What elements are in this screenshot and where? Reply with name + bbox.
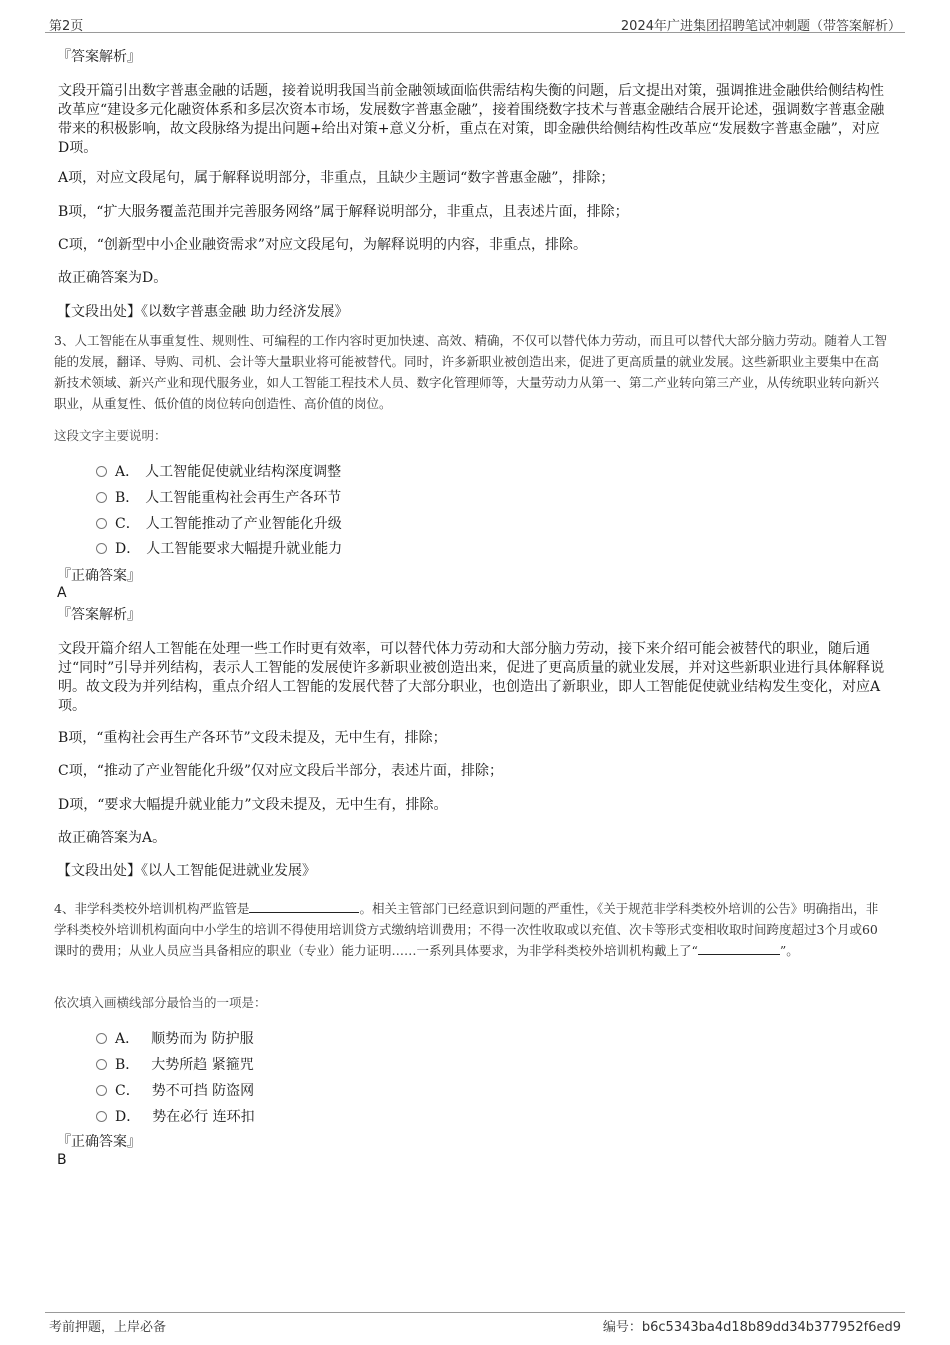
radio-icon[interactable]: [96, 1111, 107, 1122]
analysis-option-c: C项，“创新型中小企业融资需求”对应文段尾句，为解释说明的内容，非重点，排除。: [58, 237, 588, 253]
option-letter: B．: [115, 490, 140, 506]
question-3-prompt: 这段文字主要说明：: [54, 428, 167, 443]
analysis-option-b: B项，“重构社会再生产各环节”文段未提及，无中生有，排除；: [58, 730, 447, 746]
analysis-text: 文段开篇介绍人工智能在处理一些工作时更有效率，可以替代体力劳动和大部分脑力劳动，接下来介绍可能会被替代的职业，随后通过“同时”引导并列结构，表示人工智能的发展使许多新职业被创造出来，促进了更高质量的就业发展，并对这些新职业进行具体解释说明。故文段为并列结构，重点介绍人工智能的发展代替了大部分职业，也创造出了新职业，即人工智能促使就业结构发生变化，对应A项。: [58, 641, 885, 714]
option-text: 顺势而为 防护服: [151, 1031, 254, 1047]
fill-blank: [249, 900, 359, 913]
source-citation: 【文段出处】《以数字普惠金融 助力经济发展》: [57, 304, 349, 320]
document-id: 编号：b6c5343ba4d18b89dd34b377952f6ed9: [602, 1320, 901, 1335]
option-d[interactable]: [96, 1106, 255, 1126]
option-a[interactable]: [96, 461, 341, 481]
option-a[interactable]: [96, 1028, 254, 1048]
document-title: 2024年广进集团招聘笔试冲刺题（带答案解析）: [620, 19, 901, 34]
radio-icon[interactable]: [96, 1059, 107, 1070]
analysis-option-c: C项，“推动了产业智能化升级”仅对应文段后半部分，表述片面，排除；: [58, 763, 504, 779]
option-text: 人工智能促使就业结构深度调整: [145, 464, 342, 480]
correct-answer: B: [57, 1152, 67, 1168]
stem-text: 4、非学科类校外培训机构严监管是: [54, 901, 250, 916]
page-footer: [45, 1312, 905, 1335]
option-c[interactable]: [96, 513, 342, 533]
page-header: [45, 10, 905, 33]
option-text: 人工智能要求大幅提升就业能力: [146, 541, 343, 557]
analysis-conclusion: 故正确答案为D。: [58, 270, 168, 286]
radio-icon[interactable]: [96, 1085, 107, 1096]
question-4-stem: [54, 898, 890, 961]
correct-answer: A: [57, 585, 67, 601]
question-3-stem: 3、人工智能在从事重复性、规则性、可编程的工作内容时更加快速、高效、精确，不仅可以替代体力劳动，而且可以替代大部分脑力劳动。随着人工智能的发展，翻译、导购、司机、会计等大量职业将可能被替代。同时，许多新职业被创造出来，促进了更高质量的就业发展。这些新职业主要集中在高新技术领域、新兴产业和现代服务业，如人工智能工程技术人员、数字化管理师等，大量劳动力从第一、第二产业转向第三产业，从传统职业转向新兴职业，从重复性、低价值的岗位转向创造性、高价值的岗位。: [54, 333, 887, 411]
option-letter: B．: [115, 1057, 140, 1073]
option-text: 势在必行 连环扣: [152, 1109, 255, 1125]
analysis-conclusion: 故正确答案为A。: [58, 830, 167, 846]
analysis-text: 文段开篇引出数字普惠金融的话题，接着说明我国当前金融领域面临供需结构失衡的问题，后文提出对策，强调推进金融供给侧结构性改革应“建设多元化融资体系和多层次资本市场，发展数字普惠金融”，接着围绕数字技术与普惠金融结合展开论述，强调数字普惠金融带来的积极影响，故文段脉络为提出问题+给出对策+意义分析，重点在对策，即金融供给侧结构性改革应“发展数字普惠金融”，对应D项。: [58, 83, 885, 156]
analysis-option-a: A项，对应文段尾句，属于解释说明部分，非重点，且缺少主题词“数字普惠金融”，排除；: [58, 170, 615, 186]
option-letter: C．: [115, 1083, 140, 1099]
option-text: 人工智能推动了产业智能化升级: [145, 516, 342, 532]
footer-slogan: 考前押题，上岸必备: [49, 1320, 167, 1335]
option-text: 人工智能重构社会再生产各环节: [145, 490, 342, 506]
radio-icon[interactable]: [96, 518, 107, 529]
radio-icon[interactable]: [96, 492, 107, 503]
analysis-option-b: B项，“扩大服务覆盖范围并完善服务网络”属于解释说明部分，非重点，且表述片面，排除；: [58, 204, 629, 220]
radio-icon[interactable]: [96, 1033, 107, 1044]
option-text: 势不可挡 防盗网: [151, 1083, 255, 1099]
option-letter: C．: [115, 516, 140, 532]
correct-answer-label: 『正确答案』: [57, 1134, 141, 1150]
option-c[interactable]: [96, 1080, 254, 1100]
question-4-prompt: 依次填入画横线部分最恰当的一项是：: [54, 995, 267, 1010]
option-b[interactable]: [96, 487, 341, 507]
analysis-label: 『答案解析』: [57, 49, 141, 65]
option-letter: A．: [115, 1031, 140, 1047]
option-text: 大势所趋 紧箍咒: [151, 1057, 254, 1073]
option-d[interactable]: [96, 538, 342, 558]
page-number: 第2页: [49, 19, 84, 34]
radio-icon[interactable]: [96, 543, 107, 554]
option-letter: D．: [115, 1109, 141, 1125]
correct-answer-label: 『正确答案』: [57, 568, 141, 584]
analysis-option-d: D项，“要求大幅提升就业能力”文段未提及，无中生有，排除。: [58, 797, 448, 813]
fill-blank: [698, 942, 780, 955]
option-letter: A．: [115, 464, 140, 480]
stem-text: 。相关主管部门已经意识到问题的严重性，《关于规范非学科类校外培训的公告》明确指出，非学科类校外培训机构面向中小学生的培训不得使用培训贷方式缴纳培训费用；不得一次性收取或以充值、次卡等形式变相收取时间跨度超过3个月或60课时的费用；从业人员应当具备相应的职业（专业）能力证明……一系列具体要求，为非学科类校外培训机构戴上了“: [54, 901, 879, 958]
option-letter: D．: [115, 541, 141, 557]
source-citation: 【文段出处】《以人工智能促进就业发展》: [57, 863, 316, 879]
stem-text: ”。: [779, 943, 799, 958]
radio-icon[interactable]: [96, 466, 107, 477]
option-b[interactable]: [96, 1054, 254, 1074]
analysis-label: 『答案解析』: [57, 607, 141, 623]
